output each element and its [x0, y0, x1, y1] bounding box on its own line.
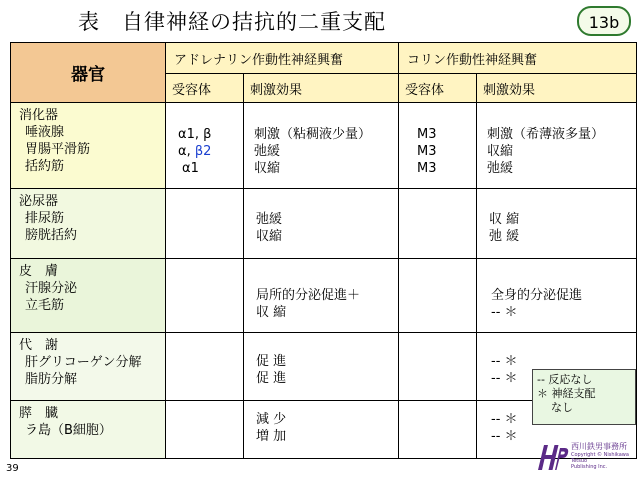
table-row [11, 259, 637, 333]
organ-part: 汗腺分泌 [25, 281, 78, 296]
organ-name: 消化器 [19, 108, 59, 123]
organ-name: 泌尿器 [19, 194, 59, 209]
effect-value: -- ＊ [491, 354, 518, 369]
effect-value: 収 縮 [256, 305, 287, 320]
publisher-logo [535, 436, 637, 476]
table-row [11, 189, 637, 259]
organ-part: ラ島（B細胞） [25, 423, 112, 438]
adr-receptor-cell [166, 333, 244, 401]
organ-cell [11, 103, 166, 189]
effect-value: 促 進 [256, 354, 287, 369]
adr-effect-cell [244, 189, 399, 259]
cho-effect-cell [477, 259, 637, 333]
organ-part: 立毛筋 [25, 298, 65, 313]
header-adr-effect: 刺激効果 [244, 74, 399, 103]
effect-value: 増 加 [256, 429, 287, 444]
cho-receptor-cell [399, 189, 477, 259]
table-row [11, 103, 637, 189]
adr-receptor-cell [166, 259, 244, 333]
organ-part: 排尿筋 [25, 211, 65, 226]
receptor-value [178, 143, 243, 160]
receptor-beta2: β2 [194, 144, 212, 159]
adr-receptor-cell [166, 103, 244, 189]
effect-value: -- ＊ [491, 412, 518, 427]
organ-part: 胃腸平滑筋 [25, 142, 91, 157]
receptor-value: α1, β [178, 127, 212, 142]
organ-part: 脂肪分解 [25, 372, 78, 387]
effect-value: 局所的分泌促進＋ [256, 288, 361, 303]
legend-no-response: -- 反応なし [537, 373, 593, 386]
legend-box [532, 369, 636, 425]
page-number: 39 [6, 463, 19, 474]
cho-receptor-cell [399, 401, 477, 459]
hp-logo-icon [535, 442, 569, 472]
slide-badge: 13b [577, 6, 631, 36]
organ-part: 唾液腺 [25, 125, 65, 140]
receptor-value: M3 [417, 127, 437, 142]
cho-receptor-cell [399, 103, 477, 189]
adr-effect-cell [244, 103, 399, 189]
adr-effect-cell [244, 259, 399, 333]
adr-receptor-cell [166, 189, 244, 259]
effect-value: 弛緩 [254, 144, 281, 159]
organ-part: 肝グリコーゲン分解 [25, 355, 142, 370]
receptor-value: α1 [182, 161, 199, 176]
receptor-alpha: α, [178, 144, 195, 159]
logo-copyright: Copyright © Nishikawa Tetsuo [571, 452, 629, 464]
legend-no-innervation: ＊ 神経支配 [537, 387, 596, 400]
effect-value: 収縮 [256, 229, 283, 244]
effect-value: 刺激（粘稠液少量） [254, 127, 372, 142]
organ-cell [11, 189, 166, 259]
effect-value: 全身的分泌促進 [491, 288, 583, 303]
header-adrenergic: アドレナリン作動性神経興奮 [166, 43, 399, 74]
organ-name: 代 謝 [19, 338, 59, 353]
effect-value: -- ＊ [491, 305, 518, 320]
organ-part: 括約筋 [25, 159, 65, 174]
cho-effect-cell [477, 189, 637, 259]
logo-publishing: Publishing Inc. [571, 464, 608, 470]
receptor-value: M3 [417, 144, 437, 159]
organ-cell [11, 333, 166, 401]
effect-value: 刺激（希薄液多量） [487, 127, 605, 142]
effect-value: -- ＊ [491, 371, 518, 386]
organ-name: 皮 膚 [19, 264, 59, 279]
logo-company: 西川鉄男事務所 [571, 442, 627, 451]
cho-effect-cell [477, 103, 637, 189]
organ-part: 膀胱括約 [25, 228, 78, 243]
effect-value: 収縮 [254, 161, 281, 176]
logo-text [571, 442, 637, 470]
header-cho-receptor: 受容体 [399, 74, 477, 103]
effect-value: -- ＊ [491, 429, 518, 444]
adr-effect-cell [244, 401, 399, 459]
adr-effect-cell [244, 333, 399, 401]
legend-no-innervation-cont: なし [551, 401, 573, 414]
effect-value: 収 縮 [489, 212, 520, 227]
organ-name: 膵 臓 [19, 406, 59, 421]
header-adr-receptor: 受容体 [166, 74, 244, 103]
organ-cell [11, 259, 166, 333]
header-cho-effect: 刺激効果 [477, 74, 637, 103]
effect-value: 促 進 [256, 371, 287, 386]
effect-value: 弛緩 [487, 161, 514, 176]
receptor-value: M3 [417, 161, 437, 176]
effect-value: 弛 緩 [489, 229, 520, 244]
organ-cell [11, 401, 166, 459]
header-cholinergic: コリン作動性神経興奮 [399, 43, 637, 74]
cho-receptor-cell [399, 333, 477, 401]
effect-value: 収縮 [487, 144, 514, 159]
header-organ: 器官 [11, 43, 166, 103]
cho-receptor-cell [399, 259, 477, 333]
effect-value: 減 少 [256, 412, 287, 427]
adr-receptor-cell [166, 401, 244, 459]
page-title: 表 自律神経の拮抗的二重支配 [78, 10, 386, 34]
effect-value: 弛緩 [256, 212, 283, 227]
